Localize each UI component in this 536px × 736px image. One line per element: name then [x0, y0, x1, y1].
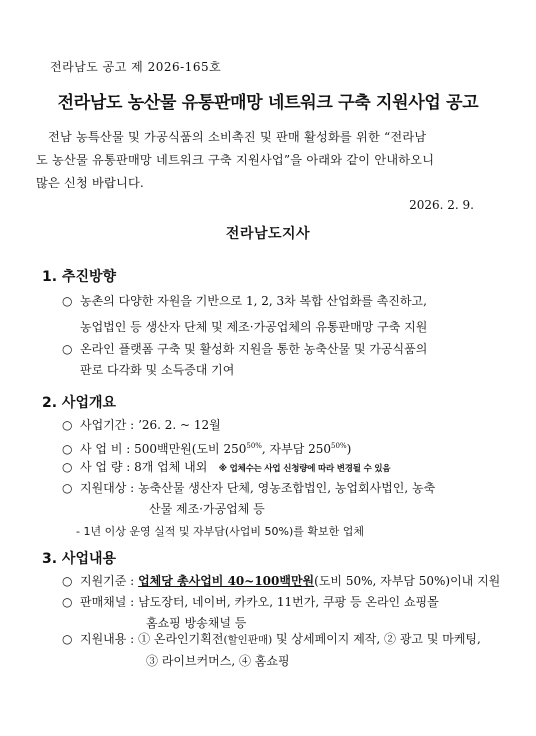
bullet-marker: ○ — [62, 442, 73, 456]
bullet-marker: ○ — [62, 460, 73, 474]
bullet-marker: ○ — [62, 418, 73, 432]
target-line-1: 농축산물 생산자 단체, 영농조합법인, 농업회사법인, 농축 — [138, 481, 436, 495]
target-line-2: 산물 제조·가공업체 등 — [149, 502, 265, 516]
notice-number: 전라남도 공고 제 2026-165호 — [50, 60, 222, 74]
channels-line-2: 홈쇼핑 방송채널 등 — [146, 616, 247, 630]
overview-period — [62, 414, 221, 436]
direction-item-1-line-1: 농촌의 다양한 자원을 기반으로 1, 2, 3차 복합 산업화를 촉진하고, — [80, 294, 427, 308]
overview-target — [62, 477, 435, 499]
direction-item-1-line-2: 농업법인 등 생산자 단체 및 제조·가공업체의 유통판매망 구축 지원 — [80, 320, 428, 334]
content-support — [62, 628, 481, 651]
contents-line-1b: 및 상세페이지 제작, ② 광고 및 마케팅, — [272, 632, 481, 646]
section-heading-content: 3. 사업내용 — [42, 551, 117, 567]
bullet-marker: ○ — [62, 294, 73, 308]
criteria-label: 지원기준 : — [80, 574, 135, 588]
content-channels — [62, 591, 439, 613]
issuing-organization: 전라남도지사 — [225, 226, 311, 242]
bullet-marker: ○ — [62, 574, 73, 588]
budget-sup-a: 50% — [246, 442, 262, 450]
channels-line-1: 남도장터, 네이버, 카카오, 11번가, 쿠팡 등 온라인 쇼핑몰 — [138, 595, 439, 609]
contents-line-2: ③ 라이브커머스, ④ 홈쇼핑 — [146, 654, 290, 668]
period-value: ’26. 2. ~ 12월 — [138, 418, 221, 432]
volume-label: 사 업 량 : — [80, 460, 131, 474]
direction-item-2-line-1: 온라인 플랫폼 구축 및 활성화 지원을 통한 농축산물 및 가공식품의 — [80, 342, 428, 356]
page-title: 전라남도 농산물 유통판매망 네트워크 구축 지원사업 공고 — [57, 93, 479, 113]
budget-sup-b: 50% — [331, 442, 347, 450]
intro-line-2: 도 농산물 유통판매망 네트워크 구축 지원사업”을 아래와 같이 안내하오니 — [36, 153, 435, 167]
intro-line-1: 전남 농특산물 및 가공식품의 소비촉진 및 판매 활성화를 위한 “전라남 — [48, 130, 427, 144]
content-criteria — [62, 570, 500, 592]
budget-value-b: , 자부담 250 — [261, 442, 332, 456]
contents-line-1-small: (할인판매) — [223, 634, 273, 646]
section-heading-direction: 1. 추진방향 — [42, 269, 117, 285]
budget-value-a: 500백만원(도비 250 — [134, 442, 247, 456]
volume-value: 8개 업체 내외 — [134, 460, 208, 474]
budget-value-c: ) — [346, 442, 352, 456]
notice-date: 2026. 2. 9. — [409, 198, 474, 212]
criteria-rest: (도비 50%, 자부담 50%)이내 지원 — [314, 574, 501, 588]
contents-line-1a: ① 온라인기획전 — [138, 632, 224, 646]
bullet-marker: ○ — [62, 342, 73, 356]
intro-paragraph — [36, 126, 480, 195]
bullet-marker: ○ — [62, 481, 73, 495]
target-label: 지원대상 : — [80, 481, 135, 495]
channels-label: 판매채널 : — [80, 595, 135, 609]
target-sub-condition: - 1년 이상 운영 실적 및 자부담(사업비 50%)를 확보한 업체 — [76, 525, 364, 538]
bullet-marker: ○ — [62, 632, 73, 646]
direction-item-1 — [62, 290, 427, 312]
volume-note: ※ 업체수는 사업 신청량에 따라 변경될 수 있음 — [218, 464, 391, 474]
direction-item-2-line-2: 판로 다각화 및 소득증대 기여 — [80, 363, 235, 377]
criteria-highlight: 업체당 총사업비 40~100백만원 — [138, 574, 315, 588]
section-heading-overview: 2. 사업개요 — [42, 395, 117, 411]
budget-label: 사 업 비 : — [80, 442, 131, 456]
period-label: 사업기간 : — [80, 418, 135, 432]
intro-line-3: 많은 신청 바랍니다. — [36, 176, 145, 190]
contents-label: 지원내용 : — [80, 632, 135, 646]
bullet-marker: ○ — [62, 595, 73, 609]
direction-item-2 — [62, 338, 427, 360]
